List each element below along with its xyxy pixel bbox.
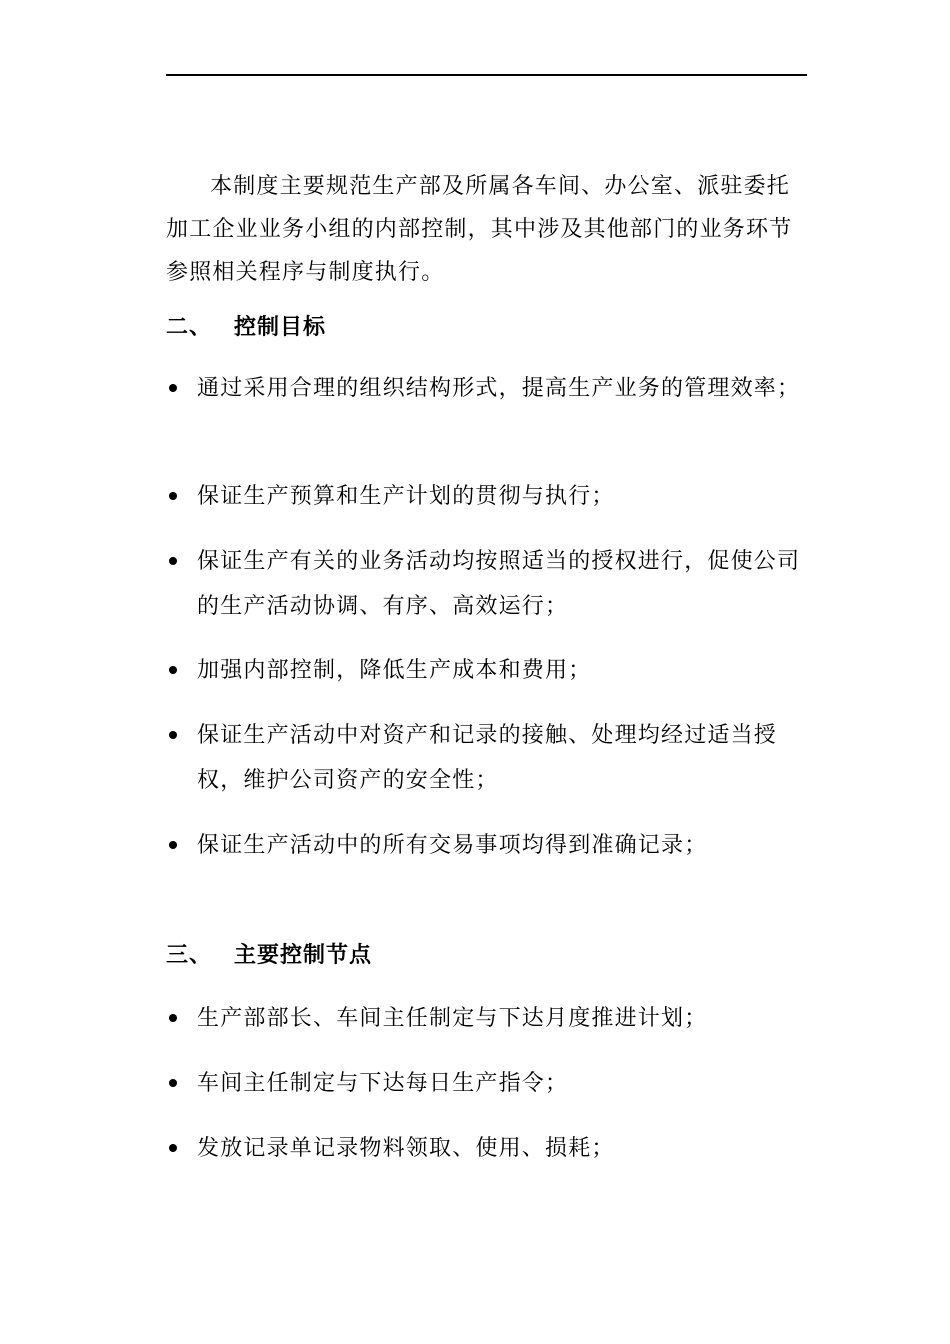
list-item [166,539,807,629]
list-item-text: 通过采用合理的组织结构形式，提高生产业务的管理效率； [197,376,801,401]
intro-paragraph: 本制度主要规范生产部及所属各车间、办公室、派驻委托加工企业业务小组的内部控制，其中涉及其他部门的业务环节参照相关程序与制度执行。 [166,174,793,285]
bullet-icon [169,841,177,849]
bullet-icon [169,666,177,674]
bullet-icon [169,1144,177,1152]
list-item-text: 保证生产活动中对资产和记录的接触、处理均经过适当授权，维护公司资产的安全性； [197,723,778,793]
list-item-text: 保证生产活动中的所有交易事项均得到准确记录； [197,833,708,858]
section-2-heading [166,312,326,342]
list-item-text: 保证生产预算和生产计划的贯彻与执行； [197,484,615,509]
section-2-number: 二、 [166,314,213,340]
list-item [166,366,807,411]
list-item [166,1126,807,1171]
list-item [166,1061,807,1106]
section-3-number: 三、 [166,942,213,968]
list-item-text: 加强内部控制，降低生产成本和费用； [197,658,592,683]
list-item-text: 保证生产有关的业务活动均按照适当的授权进行，促使公司的生产活动协调、有序、高效运行； [197,549,801,619]
bullet-icon [169,384,177,392]
list-item [166,996,807,1041]
list-item [166,474,807,519]
list-item [166,823,807,868]
section-3-heading [166,940,372,970]
list-item-text: 生产部部长、车间主任制定与下达月度推进计划； [197,1006,708,1031]
list-item [166,713,807,803]
list-item-text: 车间主任制定与下达每日生产指令； [197,1071,569,1096]
header-rule [166,74,807,76]
bullet-icon [169,557,177,565]
section-2-title: 控制目标 [234,314,327,340]
bullet-icon [169,1079,177,1087]
list-item-text: 发放记录单记录物料领取、使用、损耗； [197,1136,615,1161]
section-3-title: 主要控制节点 [234,942,373,968]
bullet-icon [169,731,177,739]
bullet-icon [169,492,177,500]
bullet-icon [169,1014,177,1022]
list-item [166,648,807,693]
